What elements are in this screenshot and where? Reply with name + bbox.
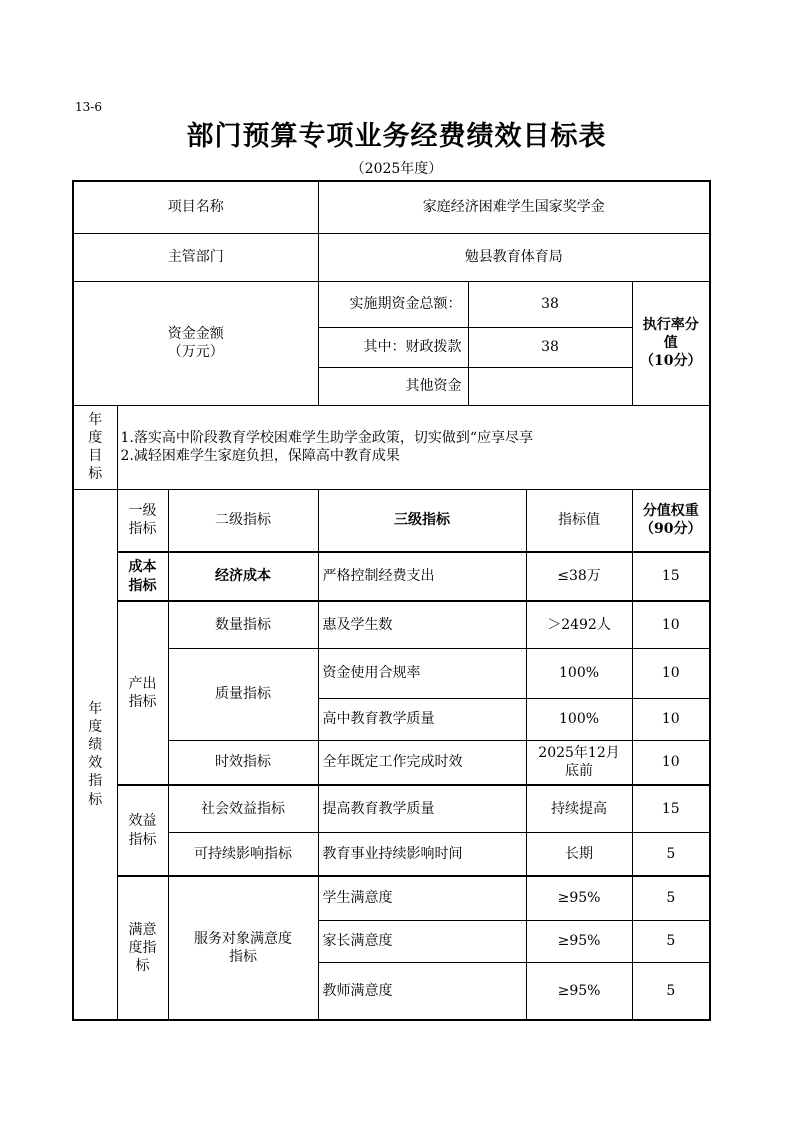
benefit-indicator-label (117, 785, 168, 876)
execution-rate-line3: （10分） (640, 353, 702, 370)
satisfaction-label-line1: 满意 (128, 921, 157, 938)
service-satisfaction-line2: 指标 (229, 949, 258, 965)
level1-header (117, 489, 168, 552)
execution-rate-line1: 执行率分 (642, 316, 699, 333)
social-benefit-label: 社会效益指标 (168, 785, 318, 832)
indicators-label-char: 度 (88, 718, 103, 735)
satisfaction-indicator-label (117, 876, 168, 1020)
cost-item: 严格控制经费支出 (318, 552, 526, 601)
sustainability-weight: 5 (632, 832, 710, 876)
student-satisfaction-weight: 5 (632, 876, 710, 920)
satisfaction-label-line3: 标 (135, 958, 150, 975)
weight-header-line2: （90分） (640, 521, 702, 538)
fiscal-funds-label: 其中：财政拨款 (318, 327, 468, 367)
parent-satisfaction-value: ≥95% (526, 920, 632, 962)
timeliness-indicator-label: 时效指标 (168, 740, 318, 785)
quantity-weight: 10 (632, 601, 710, 648)
quality-item-1: 资金使用合规率 (318, 648, 526, 698)
annual-indicators-label (73, 489, 117, 1020)
weight-header-line1: 分值权重 (642, 503, 699, 520)
parent-satisfaction-weight: 5 (632, 920, 710, 962)
teacher-satisfaction-weight: 5 (632, 962, 710, 1020)
quantity-value: ＞2492人 (526, 601, 632, 648)
benefit-label-line1: 效益 (128, 813, 157, 830)
funds-label-line2: （万元） (167, 344, 224, 360)
department-label: 主管部门 (73, 233, 318, 281)
timeliness-value (526, 740, 632, 785)
goal-line-2: 2.减轻困难学生家庭负担，保障高中教育成果 (120, 448, 400, 464)
cost-weight: 15 (632, 552, 710, 601)
goal-line-1: 1.落实高中阶段教育学校困难学生助学金政策，切实做到“应享尽享 (120, 429, 534, 446)
timeliness-value-line1: 2025年12月 (538, 745, 620, 762)
quality-value-2: 100% (526, 698, 632, 740)
benefit-label-line2: 指标 (128, 831, 157, 848)
weight-header (632, 489, 710, 552)
performance-target-table (72, 180, 711, 1021)
sustainability-value: 长期 (526, 832, 632, 876)
cost-label-line1: 成本 (128, 559, 157, 576)
quality-weight-2: 10 (632, 698, 710, 740)
service-satisfaction-label (168, 876, 318, 1020)
timeliness-item: 全年既定工作完成时效 (318, 740, 526, 785)
form-code: 13-6 (75, 100, 102, 114)
social-benefit-value: 持续提高 (526, 785, 632, 832)
fiscal-year: （2025年度） (350, 161, 443, 177)
student-satisfaction-item: 学生满意度 (318, 876, 526, 920)
level3-header: 三级指标 (318, 489, 526, 552)
output-indicator-label (117, 601, 168, 785)
funds-label-line1: 资金金额 (167, 325, 224, 342)
funds-label (73, 281, 318, 405)
quality-value-1: 100% (526, 648, 632, 698)
indicators-label-char: 效 (88, 755, 103, 772)
indicators-label-char: 标 (88, 791, 103, 808)
teacher-satisfaction-item: 教师满意度 (318, 962, 526, 1020)
quality-indicator-label: 质量指标 (168, 648, 318, 740)
fiscal-funds-value: 38 (468, 327, 632, 367)
teacher-satisfaction-value: ≥95% (526, 962, 632, 1020)
parent-satisfaction-item: 家长满意度 (318, 920, 526, 962)
value-header: 指标值 (526, 489, 632, 552)
annual-goals-text (117, 405, 710, 489)
execution-rate-label (632, 281, 710, 405)
indicators-label-char: 绩 (88, 737, 103, 754)
social-benefit-item: 提高教育教学质量 (318, 785, 526, 832)
sustainability-label: 可持续影响指标 (168, 832, 318, 876)
level2-header: 二级指标 (168, 489, 318, 552)
output-label-line2: 指标 (128, 694, 157, 710)
cost-indicator-label (117, 552, 168, 601)
social-benefit-weight: 15 (632, 785, 710, 832)
output-label-line1: 产出 (128, 675, 157, 692)
student-satisfaction-value: ≥95% (526, 876, 632, 920)
project-name-label: 项目名称 (73, 181, 318, 233)
other-funds-label: 其他资金 (318, 367, 468, 405)
cost-value: ≤38万 (526, 552, 632, 601)
department-value: 勉县教育体育局 (318, 233, 710, 281)
goals-label-char: 目 (88, 448, 103, 464)
project-name-value: 家庭经济困难学生国家奖学金 (318, 181, 710, 233)
level1-header-line2: 指标 (128, 521, 157, 538)
timeliness-weight: 10 (632, 740, 710, 785)
quality-item-2: 高中教育教学质量 (318, 698, 526, 740)
timeliness-value-line2: 底前 (565, 763, 594, 780)
satisfaction-label-line2: 度指 (128, 939, 157, 956)
quantity-item: 惠及学生数 (318, 601, 526, 648)
goals-label-char: 标 (88, 466, 103, 483)
goals-label-char: 年 (88, 411, 103, 428)
cost-label-line2: 指标 (128, 577, 157, 594)
total-funds-label: 实施期资金总额： (318, 281, 468, 327)
economic-cost-label: 经济成本 (168, 552, 318, 601)
quantity-indicator-label: 数量指标 (168, 601, 318, 648)
sustainability-item: 教育事业持续影响时间 (318, 832, 526, 876)
page-title: 部门预算专项业务经费绩效目标表 (186, 121, 607, 152)
indicators-label-char: 年 (88, 700, 103, 717)
execution-rate-line2: 值 (663, 334, 678, 351)
indicators-label-char: 指 (88, 773, 103, 790)
other-funds-value (468, 367, 632, 405)
service-satisfaction-line1: 服务对象满意度 (194, 930, 293, 947)
total-funds-value: 38 (468, 281, 632, 327)
level1-header-line1: 一级 (128, 503, 157, 520)
annual-goals-label (73, 405, 117, 489)
quality-weight-1: 10 (632, 648, 710, 698)
goals-label-char: 度 (88, 429, 103, 446)
